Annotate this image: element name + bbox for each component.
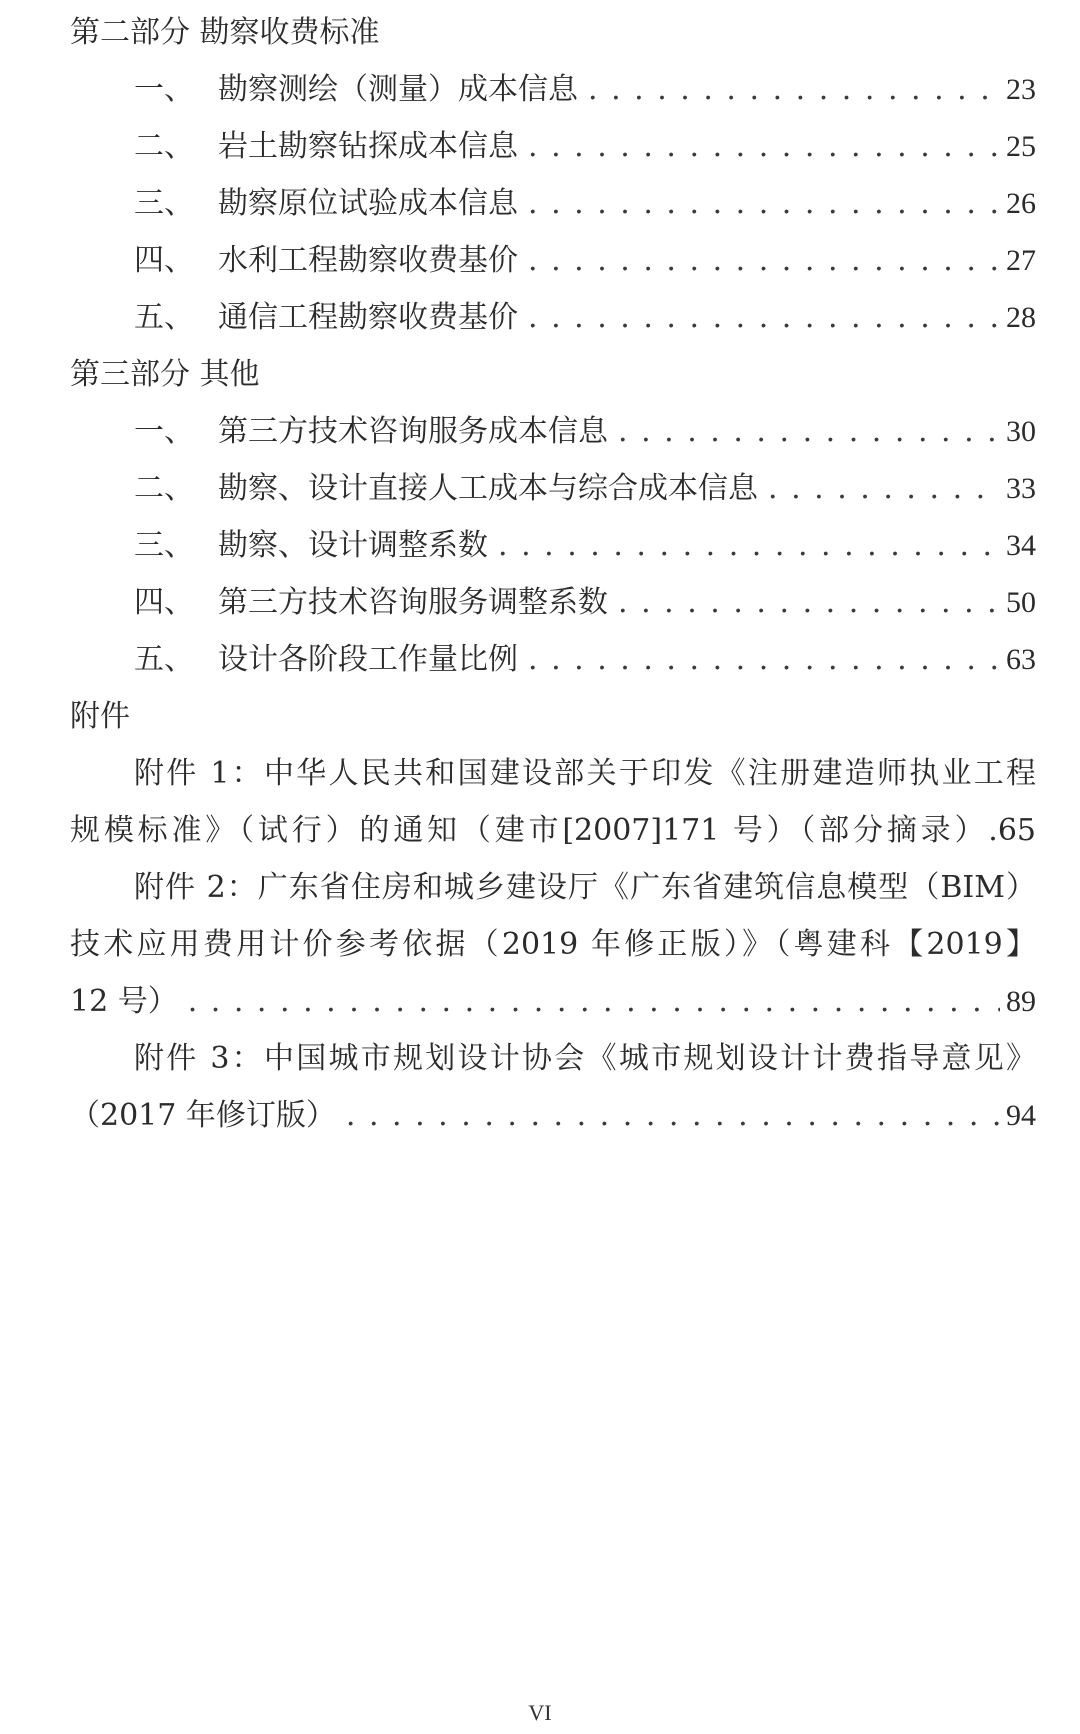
toc-leader-dots xyxy=(618,407,1000,457)
toc-leader-dots xyxy=(346,1091,1000,1141)
toc-leader-dots xyxy=(588,65,1000,115)
toc-entry-number: 四、 xyxy=(134,585,194,620)
page-number-footer: VI xyxy=(528,1700,552,1725)
appendix-3-line-2-text: （2017 年修订版） xyxy=(70,1098,336,1133)
toc-entry-number: 一、 xyxy=(134,72,194,107)
toc-entry-number: 五、 xyxy=(134,642,194,677)
appendix-1-line-1[interactable]: 附件 1：中华人民共和国建设部关于印发《注册建造师执业工程 xyxy=(134,756,1036,791)
toc-entry[interactable] xyxy=(134,179,1036,229)
appendix-3-line-2[interactable] xyxy=(70,1091,1036,1141)
toc-entry[interactable] xyxy=(134,635,1036,685)
toc-entry-page: 23 xyxy=(1006,73,1036,106)
toc-entry[interactable] xyxy=(134,293,1036,343)
toc-entry[interactable] xyxy=(134,122,1036,172)
toc-entry-page: 25 xyxy=(1006,130,1036,163)
appendix-2-line-3[interactable] xyxy=(70,977,1036,1027)
appendix-3-line-1[interactable]: 附件 3：中国城市规划设计协会《城市规划设计计费指导意见》 xyxy=(134,1041,1036,1076)
toc-leader-dots xyxy=(528,122,1000,172)
appendix-2-line-1[interactable]: 附件 2：广东省住房和城乡建设厅《广东省建筑信息模型（BIM） xyxy=(134,870,1036,905)
toc-entry-page: 26 xyxy=(1006,187,1036,220)
toc-entry-number: 一、 xyxy=(134,414,194,449)
toc-entry-title: 岩土勘察钻探成本信息 xyxy=(218,129,518,164)
toc-entry-page: 50 xyxy=(1006,586,1036,619)
toc-entry-title: 通信工程勘察收费基价 xyxy=(218,300,518,335)
toc-entry-title: 勘察原位试验成本信息 xyxy=(218,186,518,221)
toc-entry[interactable] xyxy=(134,236,1036,286)
toc-entry-title: 第三方技术咨询服务成本信息 xyxy=(218,414,608,449)
toc-entry-number: 二、 xyxy=(134,471,194,506)
section-heading-part2: 第二部分 勘察收费标准 xyxy=(70,15,380,50)
toc-leader-dots xyxy=(528,635,1000,685)
toc-entry-number: 五、 xyxy=(134,300,194,335)
toc-leader-dots xyxy=(528,293,1000,343)
toc-entry[interactable] xyxy=(134,464,1036,514)
toc-entry-page: 30 xyxy=(1006,415,1036,448)
appendix-2-page: 89 xyxy=(1006,985,1036,1018)
toc-leader-dots xyxy=(188,977,1000,1027)
toc-entry-number: 四、 xyxy=(134,243,194,278)
toc-entry-page: 33 xyxy=(1006,472,1036,505)
appendix-2-line-3-text: 12 号） xyxy=(70,984,178,1019)
appendix-1-line-2[interactable]: 规模标准》（试行）的通知（建市[2007]171 号）（部分摘录）.65 xyxy=(70,813,1036,848)
toc-entry-title: 勘察测绘（测量）成本信息 xyxy=(218,72,578,107)
toc-entry[interactable] xyxy=(134,407,1036,457)
toc-entry-title: 勘察、设计直接人工成本与综合成本信息 xyxy=(218,471,758,506)
appendix-2-line-2[interactable]: 技术应用费用计价参考依据（2019 年修正版）》（粤建科【2019】 xyxy=(70,927,1036,962)
toc-entry-number: 三、 xyxy=(134,528,194,563)
toc-entry-title: 水利工程勘察收费基价 xyxy=(218,243,518,278)
toc-entry-title: 第三方技术咨询服务调整系数 xyxy=(218,585,608,620)
toc-leader-dots xyxy=(618,578,1000,628)
appendix-3-page: 94 xyxy=(1006,1099,1036,1132)
toc-entry-page: 63 xyxy=(1006,643,1036,676)
toc-leader-dots xyxy=(528,179,1000,229)
toc-leader-dots xyxy=(768,464,1000,514)
toc-entry-title: 设计各阶段工作量比例 xyxy=(218,642,518,677)
appendix-heading: 附件 xyxy=(70,699,130,734)
toc-entry-page: 27 xyxy=(1006,244,1036,277)
toc-entry[interactable] xyxy=(134,578,1036,628)
toc-entry-title: 勘察、设计调整系数 xyxy=(218,528,488,563)
toc-leader-dots xyxy=(528,236,1000,286)
toc-entry[interactable] xyxy=(134,65,1036,115)
toc-entry-number: 三、 xyxy=(134,186,194,221)
toc-entry-page: 28 xyxy=(1006,301,1036,334)
section-heading-part3: 第三部分 其他 xyxy=(70,357,260,392)
toc-entry-page: 34 xyxy=(1006,529,1036,562)
toc-leader-dots xyxy=(498,521,1000,571)
toc-entry-number: 二、 xyxy=(134,129,194,164)
toc-entry[interactable] xyxy=(134,521,1036,571)
